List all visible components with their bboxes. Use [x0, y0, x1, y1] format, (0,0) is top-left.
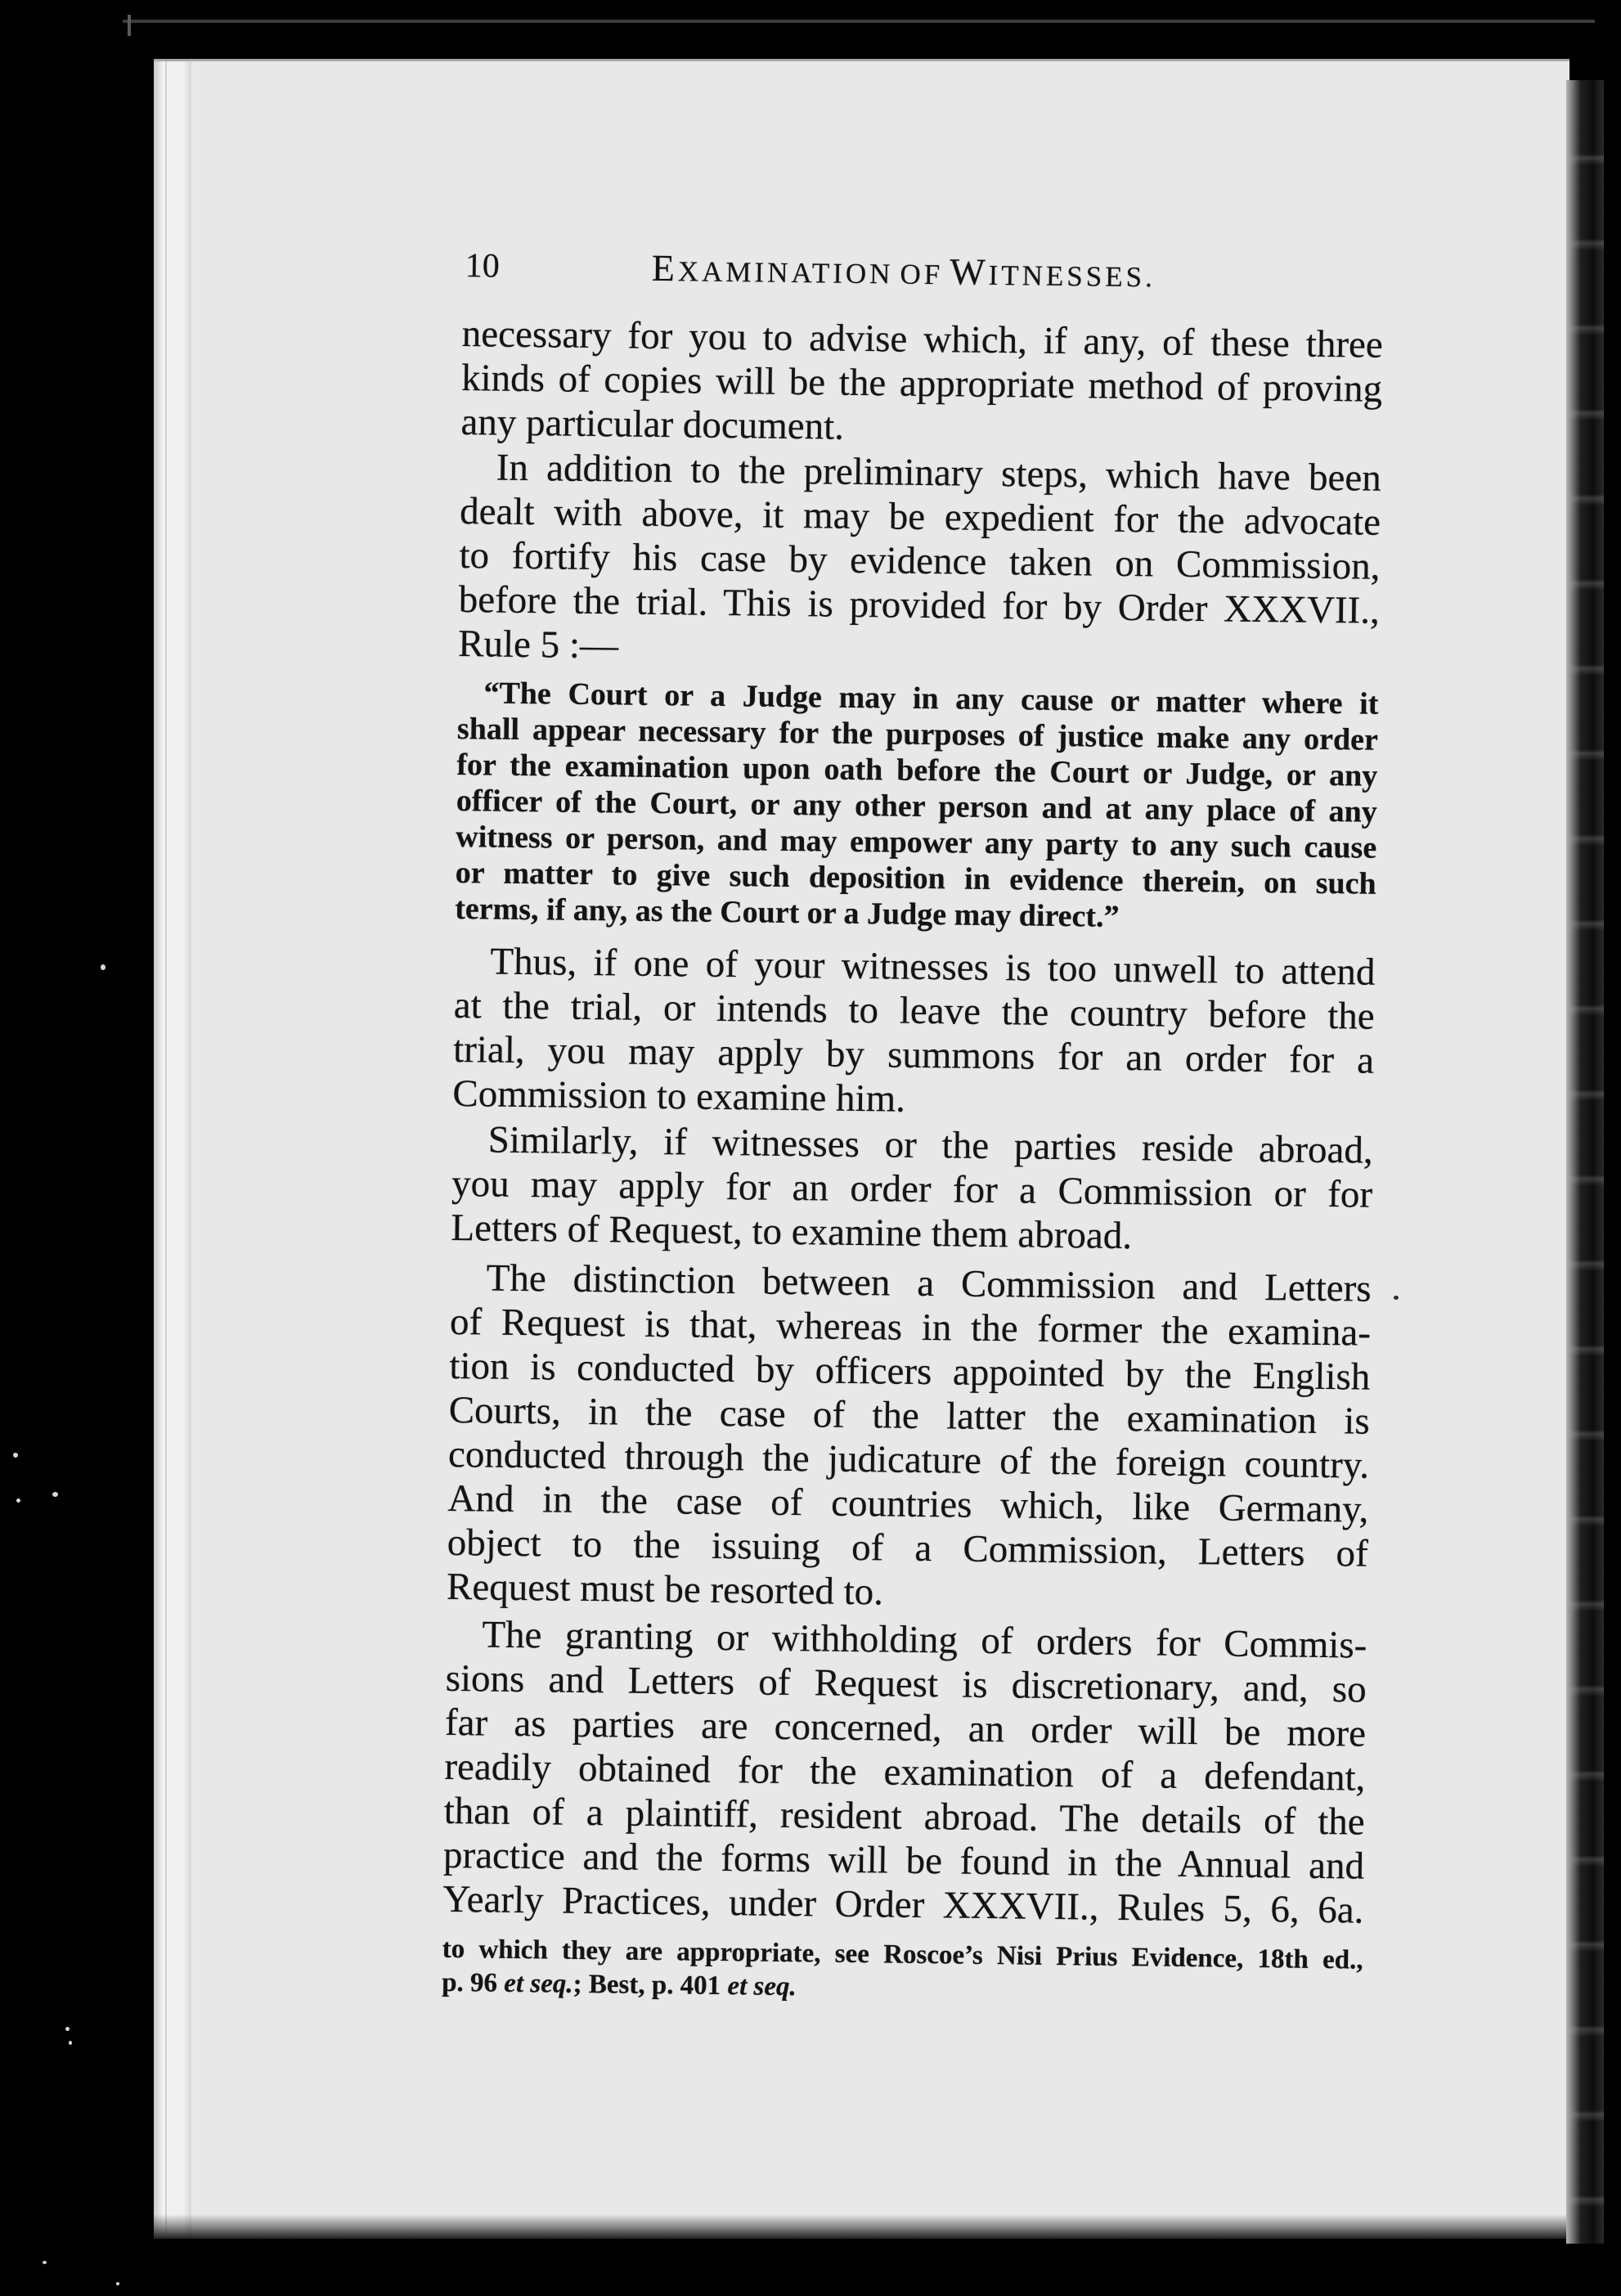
text-line: you may apply for an order for a Commission or for	[451, 1161, 1373, 1216]
text-line: shall appear necessary for the purposes of justice make any order	[456, 712, 1379, 757]
text-line: or matter to give such deposition in evidence therein, on such	[455, 855, 1376, 901]
text-line: Courts, in the case of the latter the examination is	[448, 1388, 1370, 1443]
text-line: tion is conducted by officers appointed by the English	[449, 1344, 1371, 1399]
paragraph	[458, 445, 1381, 677]
paragraph	[460, 312, 1383, 456]
text-line: Commission to examine him.	[452, 1072, 906, 1121]
page-number: 10	[465, 247, 501, 285]
text-line: In addition to the preliminary steps, which have been	[496, 446, 1382, 500]
text-line: practice and the forms will be found in the Annual and	[442, 1833, 1365, 1888]
text-line: before the trial. This is provided for by Order XXXVII.,	[458, 578, 1381, 632]
title-letters: W	[949, 250, 989, 293]
text-line: for the examination upon oath before the Court or Judge, or any	[456, 748, 1378, 793]
block-quotation	[455, 675, 1379, 938]
scan-speck	[116, 2282, 119, 2285]
paragraph	[451, 1117, 1373, 1261]
title-letters: OF	[900, 258, 944, 291]
title-letters: XAMINATION	[677, 255, 894, 290]
text-line: conducted through the judicature of the foreign country.	[447, 1432, 1370, 1487]
italic-text: et seq.	[727, 1971, 797, 2002]
running-head	[465, 241, 1406, 302]
text-line: of Request is that, whereas in the former the examina-	[449, 1300, 1372, 1355]
text-line: readily obtained for the examination of a defendant,	[444, 1745, 1366, 1800]
text-line: Yearly Practices, under Order XXXVII., Rules 5, 6, 6a.	[442, 1877, 1364, 1932]
text-line: officer of the Court, or any other person and at any place of any	[456, 784, 1378, 829]
text-line: to fortify his case by evidence taken on Commission,	[459, 534, 1381, 588]
text-line: necessary for you to advise which, if any, of these three	[461, 312, 1384, 366]
italic-text: et seq.	[504, 1968, 573, 1999]
text-line: The granting or withholding of orders for Commis-	[482, 1613, 1367, 1667]
text-line: Thus, if one of your witnesses is too unwell to attend	[490, 940, 1376, 994]
text-line: far as parties are concerned, an order will be more	[444, 1701, 1367, 1755]
title-letters: E	[651, 246, 679, 290]
page-text	[398, 206, 1451, 2034]
text-line: dealt with above, it may be expedient for the advocate	[459, 490, 1381, 544]
scan-speck	[16, 1498, 20, 1503]
text-line: terms, if any, as the Court or a Judge may direct.”	[454, 891, 1120, 934]
scan-speck	[69, 2041, 72, 2045]
text-line: any particular document.	[460, 401, 845, 448]
text-line: Request must be resorted to.	[446, 1565, 884, 1614]
scan-edge-line	[123, 20, 1595, 23]
text-line: object to the issuing of a Commission, Letters of	[447, 1521, 1369, 1575]
text-line: at the trial, or intends to leave the country before the	[453, 983, 1376, 1038]
text-line: sions and Letters of Request is discretionary, and, so	[445, 1656, 1367, 1711]
text-line: “The Court or a Judge may in any cause or matter where it	[483, 676, 1379, 721]
text-line: And in the case of countries which, like Germany,	[447, 1476, 1369, 1531]
footnote	[442, 1933, 1363, 2011]
scan-speck	[43, 2261, 47, 2264]
scan-speck	[52, 1492, 58, 1497]
running-title	[651, 244, 1156, 308]
paragraph	[452, 939, 1376, 1127]
scan-speck	[101, 964, 106, 970]
scan-speck	[1394, 1296, 1399, 1300]
scan-edge-mark	[128, 15, 131, 36]
page-binding-shadow	[1566, 80, 1604, 2244]
text-line: Letters of Request, to examine them abroad.	[451, 1206, 1133, 1258]
text-line: kinds of copies will be the appropriate method of proving	[460, 357, 1383, 411]
text-line: Rule 5 :—	[457, 622, 619, 667]
text-run: ; Best, p. 401	[573, 1969, 728, 2002]
paragraph	[442, 1612, 1367, 1933]
text-line: The distinction between a Commission and Letters	[486, 1256, 1372, 1310]
page-left-edge	[154, 61, 191, 2239]
text-line: trial, you may apply by summons for an order for a	[452, 1027, 1375, 1082]
page-bottom-edge	[154, 2214, 1569, 2239]
text-line: Similarly, if witnesses or the parties reside abroad,	[487, 1118, 1374, 1172]
text-line: witness or person, and may empower any party to any such cause	[456, 820, 1377, 865]
text-run: p. 96	[441, 1967, 505, 1998]
text-line: than of a plaintiff, resident abroad. The details of the	[443, 1789, 1366, 1844]
scan-speck	[65, 2027, 70, 2031]
text-line: to which they are appropriate, see Roscoe’s Nisi Prius Evidence, 18th ed.,	[442, 1934, 1363, 1975]
paragraph	[447, 1256, 1372, 1620]
scan-speck	[13, 1453, 18, 1458]
title-letters: ITNESSES.	[988, 258, 1156, 294]
